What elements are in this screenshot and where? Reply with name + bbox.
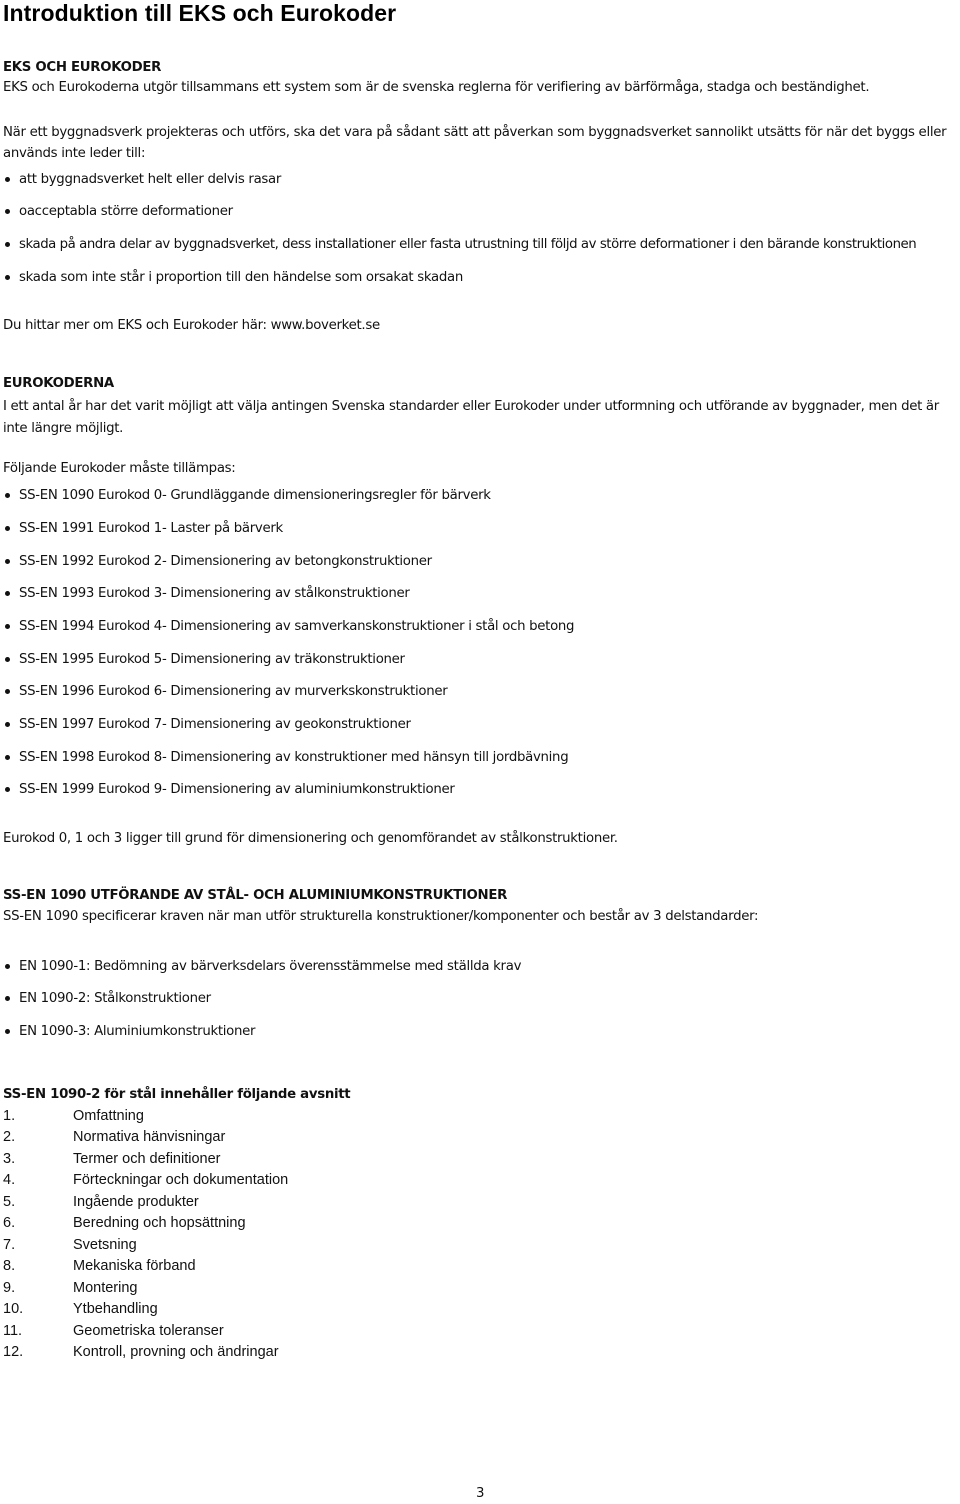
bullet-dot	[5, 275, 10, 280]
list-item: Förteckningar och dokumentation	[73, 1172, 289, 1188]
bullet-dot	[5, 559, 10, 564]
section-heading-eurokoderna: EUROKODERNA	[3, 376, 114, 391]
eurokoderna-paragraph: I ett antal år har det varit möjligt att välja antingen Svenska standarder eller Eurokoder under utformning och utförande av byggnader, men det är inte längre möjligt.	[3, 399, 939, 436]
bullet-dot	[5, 624, 10, 629]
bullet-dot	[5, 689, 10, 694]
bullet-dot	[5, 1029, 10, 1034]
list-item: SS-EN 1993 Eurokod 3- Dimensionering av stålkonstruktioner	[19, 586, 410, 601]
bullet-dot	[5, 755, 10, 760]
eurokoderna-lead: Följande Eurokoder måste tillämpas:	[3, 461, 236, 476]
list-number: 11.	[3, 1323, 23, 1339]
list-item: Geometriska toleranser	[73, 1323, 224, 1339]
list-item: Montering	[73, 1280, 138, 1296]
list-item: EN 1090-1: Bedömning av bärverksdelars överensstämmelse med ställda krav	[19, 959, 522, 974]
list-number: 6.	[3, 1215, 16, 1231]
list-item: Mekaniska förband	[73, 1258, 196, 1274]
list-item: SS-EN 1995 Eurokod 5- Dimensionering av träkonstruktioner	[19, 652, 405, 667]
list-item: Ingående produkter	[73, 1194, 199, 1210]
list-number: 12.	[3, 1344, 24, 1360]
bullet-dot	[5, 722, 10, 727]
list-item: SS-EN 1998 Eurokod 8- Dimensionering av konstruktioner med hänsyn till jordbävning	[19, 750, 569, 765]
list-item: Svetsning	[73, 1237, 137, 1253]
list-item: SS-EN 1090 Eurokod 0- Grundläggande dimensioneringsregler för bärverk	[19, 488, 491, 503]
bullet-dot	[5, 526, 10, 531]
list-number: 4.	[3, 1172, 16, 1188]
list-item: SS-EN 1991 Eurokod 1- Laster på bärverk	[19, 521, 283, 536]
page-title: Introduktion till EKS och Eurokoder	[3, 0, 397, 26]
list-number: 7.	[3, 1237, 16, 1253]
list-item: Omfattning	[73, 1108, 144, 1124]
bullet-dot	[5, 242, 10, 247]
list-number: 5.	[3, 1194, 16, 1210]
list-item: Beredning och hopsättning	[73, 1215, 246, 1231]
list-number: 9.	[3, 1280, 16, 1296]
section-heading-en1090-2: SS-EN 1090-2 för stål innehåller följande avsnitt	[3, 1087, 351, 1102]
section-heading-en1090: SS-EN 1090 UTFÖRANDE AV STÅL- OCH ALUMINIUMKONSTRUKTIONER	[3, 888, 508, 903]
list-item: Termer och definitioner	[73, 1151, 221, 1167]
list-number: 10.	[3, 1301, 24, 1317]
list-number: 1.	[3, 1108, 16, 1124]
bullet-dot	[5, 177, 10, 182]
eks-paragraph: När ett byggnadsverk projekteras och utförs, ska det vara på sådant sätt att påverkan som byggnadsverket sannolikt utsätts för när det byggs eller används inte leder till:	[3, 125, 947, 161]
bullet-dot	[5, 209, 10, 214]
list-number: 3.	[3, 1151, 16, 1167]
list-item: oacceptabla större deformationer	[19, 204, 233, 219]
list-item: SS-EN 1997 Eurokod 7- Dimensionering av geokonstruktioner	[19, 717, 411, 732]
list-item: SS-EN 1994 Eurokod 4- Dimensionering av samverkanskonstruktioner i stål och betong	[19, 619, 575, 634]
list-item: SS-EN 1992 Eurokod 2- Dimensionering av betongkonstruktioner	[19, 554, 432, 569]
section-heading-eks: EKS OCH EUROKODER	[3, 60, 162, 75]
list-item: EN 1090-3: Aluminiumkonstruktioner	[19, 1024, 256, 1039]
bullet-dot	[5, 964, 10, 969]
list-item: SS-EN 1999 Eurokod 9- Dimensionering av aluminiumkonstruktioner	[19, 782, 455, 797]
en1090-paragraph: SS-EN 1090 specificerar kraven när man utför strukturella konstruktioner/komponenter och består av 3 delstandarder:	[3, 909, 759, 924]
bullet-dot	[5, 996, 10, 1001]
list-item: skada på andra delar av byggnadsverket, dess installationer eller fasta utrustning till följd av större deformationer i den bärande konstruktionen	[19, 237, 917, 252]
bullet-dot	[5, 657, 10, 662]
eks-intro: EKS och Eurokoderna utgör tillsammans ett system som är de svenska reglerna för verifiering av bärförmåga, stadga och beständighet.	[3, 80, 870, 95]
bullet-dot	[5, 493, 10, 498]
list-item: att byggnadsverket helt eller delvis rasar	[19, 172, 282, 187]
list-item: skada som inte står i proportion till den händelse som orsakat skadan	[19, 270, 464, 285]
bullet-dot	[5, 591, 10, 596]
bullet-dot	[5, 787, 10, 792]
list-item: Normativa hänvisningar	[73, 1129, 226, 1145]
list-item: EN 1090-2: Stålkonstruktioner	[19, 991, 211, 1006]
list-item: SS-EN 1996 Eurokod 6- Dimensionering av murverkskonstruktioner	[19, 684, 448, 699]
list-number: 2.	[3, 1129, 16, 1145]
list-item: Kontroll, provning och ändringar	[73, 1344, 279, 1360]
list-item: Ytbehandling	[73, 1301, 158, 1317]
reference-link: Du hittar mer om EKS och Eurokoder här: www.boverket.se	[3, 318, 380, 333]
list-number: 8.	[3, 1258, 16, 1274]
page-number: 3	[476, 1486, 485, 1501]
eurokod-note: Eurokod 0, 1 och 3 ligger till grund för dimensionering och genomförandet av stålkonstruktioner.	[3, 831, 618, 846]
